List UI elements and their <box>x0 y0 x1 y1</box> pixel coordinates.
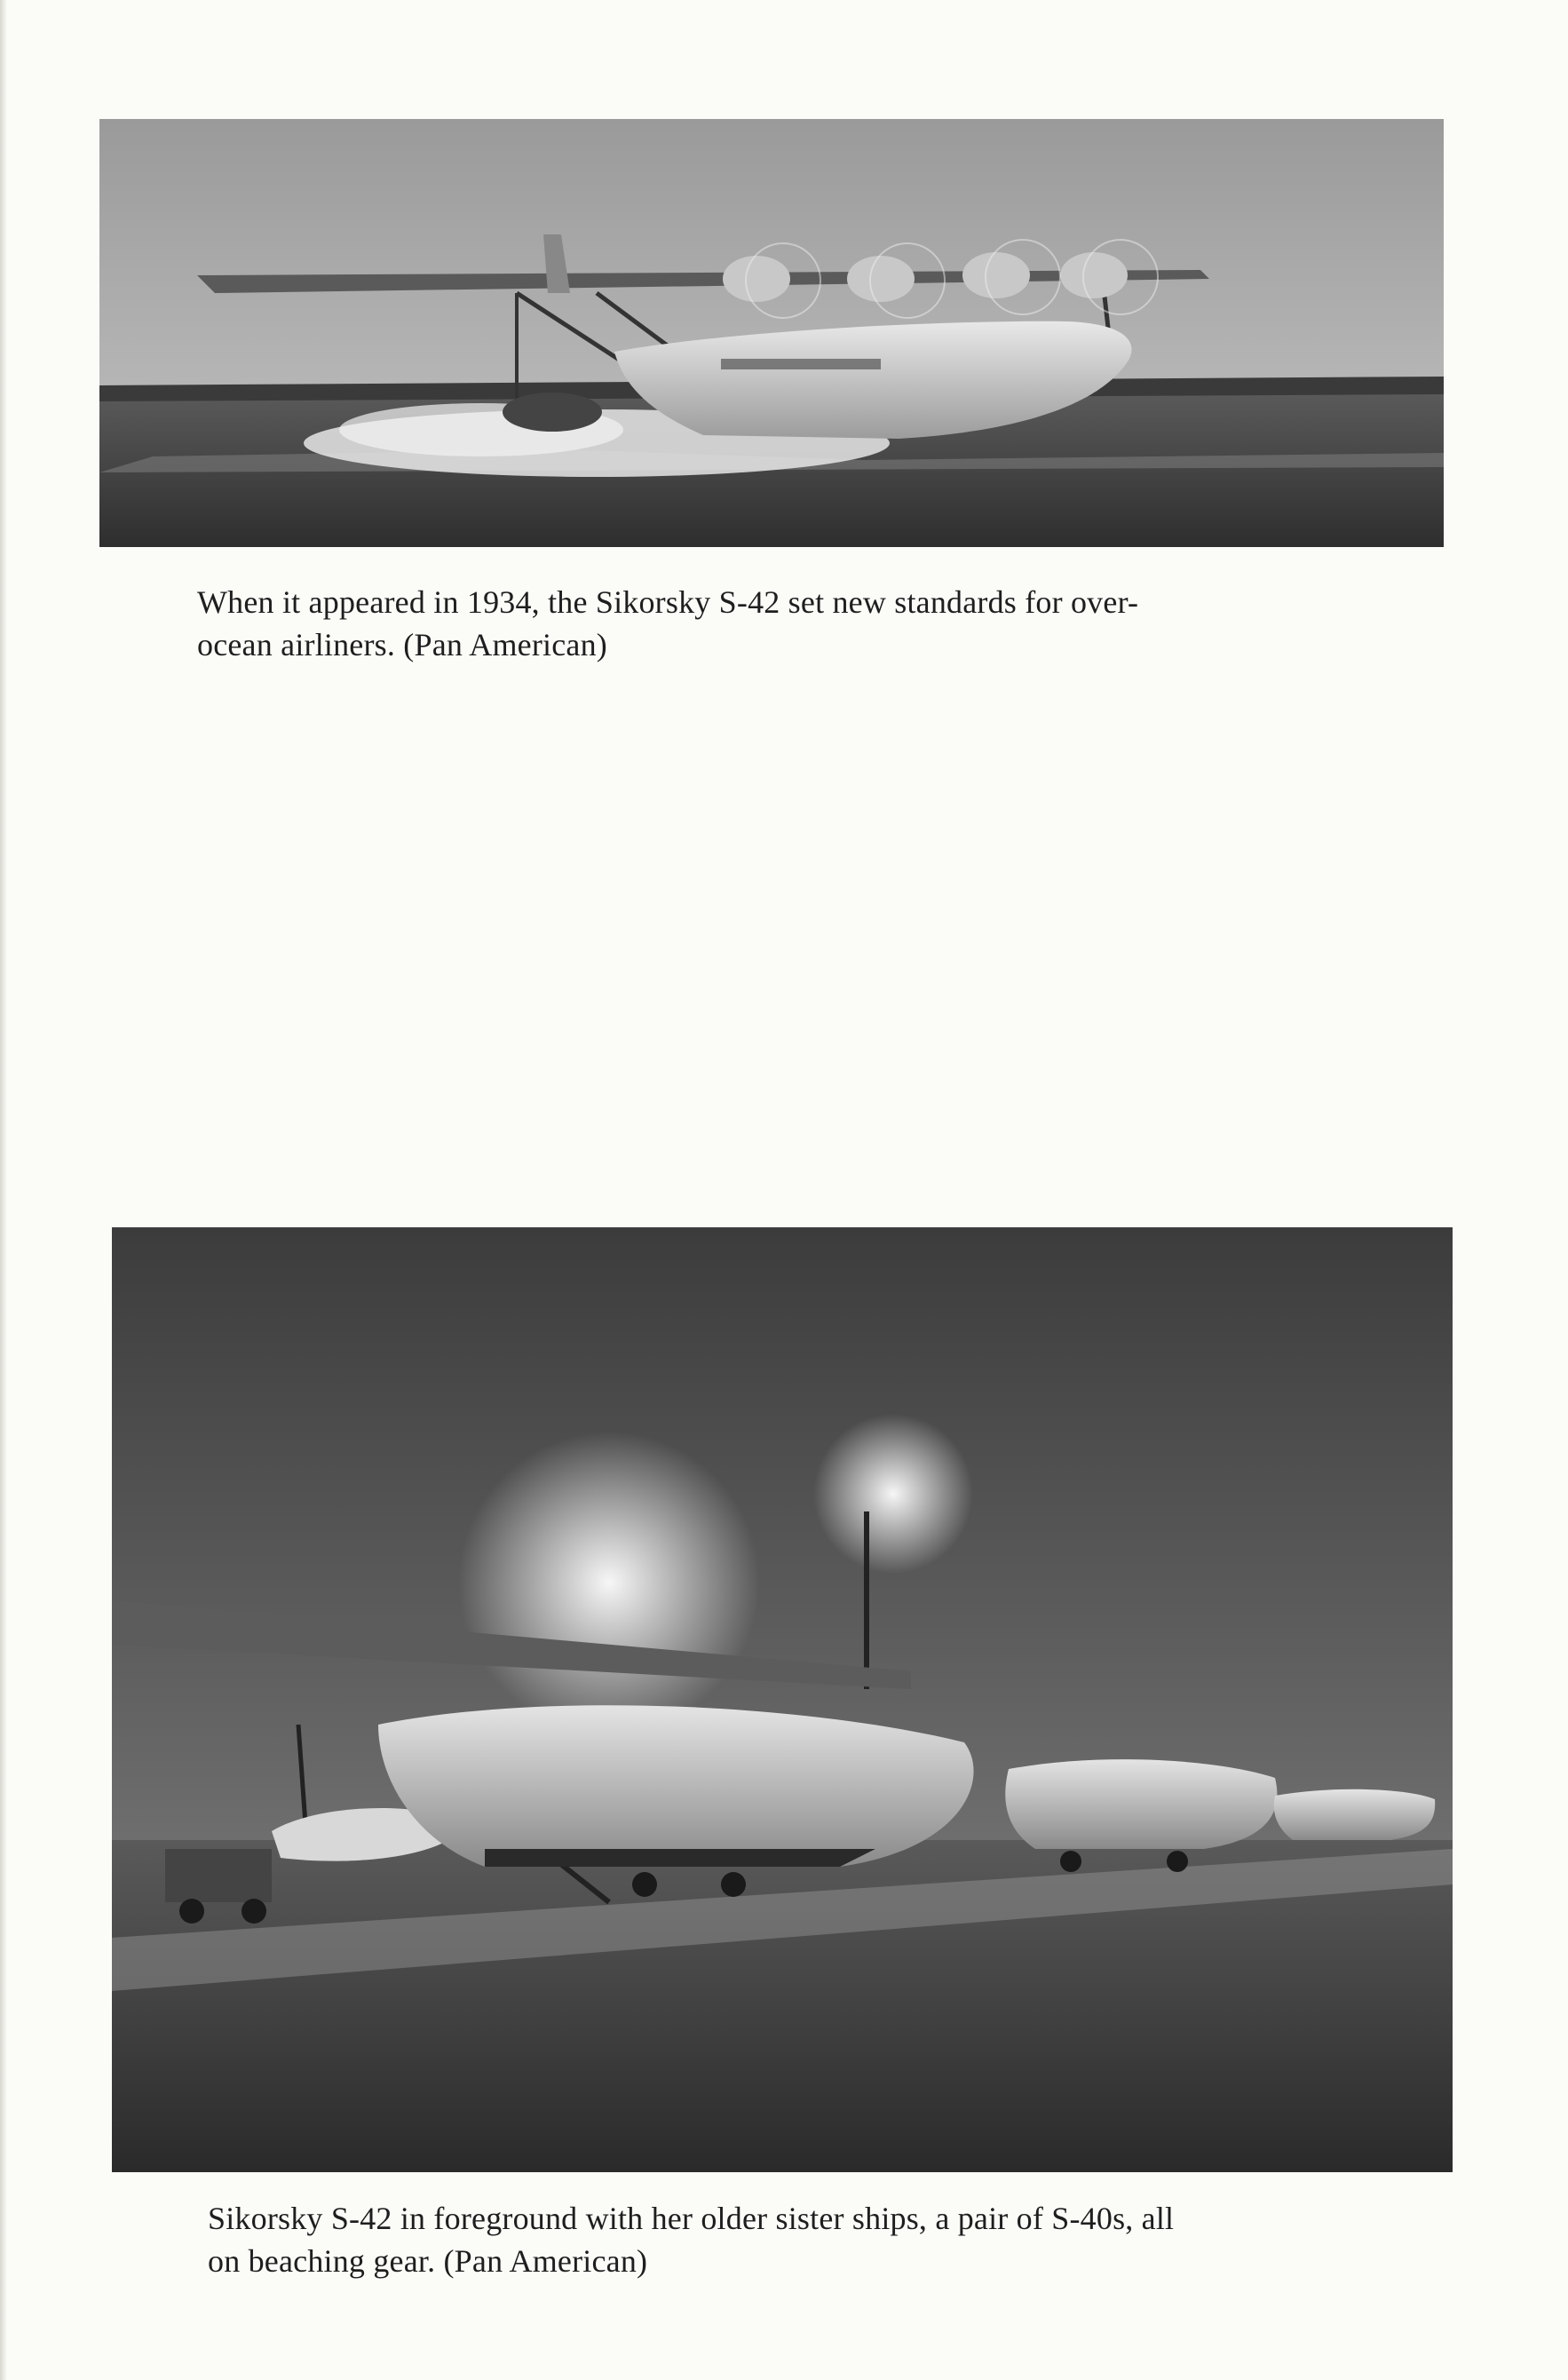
caption-top-photo <box>197 581 1378 666</box>
caption-bottom-photo <box>208 2197 1389 2282</box>
caption-bottom-line-1: Sikorsky S-42 in foreground with her older sister ships, a pair of S-40s, all <box>208 2201 1175 2236</box>
takeoff-photo-illustration <box>99 119 1444 547</box>
night-lineup-photo-illustration <box>112 1227 1453 2172</box>
caption-top-line-2: ocean airliners. (Pan American) <box>197 627 608 662</box>
caption-bottom-line-2: on beaching gear. (Pan American) <box>208 2243 648 2279</box>
photo-s42-and-s40s-beaching-gear <box>112 1227 1453 2172</box>
caption-top-line-1: When it appeared in 1934, the Sikorsky S-42 set new standards for over- <box>197 584 1139 620</box>
photo-sikorsky-s42-takeoff <box>99 119 1444 547</box>
page-edge <box>0 0 7 2380</box>
